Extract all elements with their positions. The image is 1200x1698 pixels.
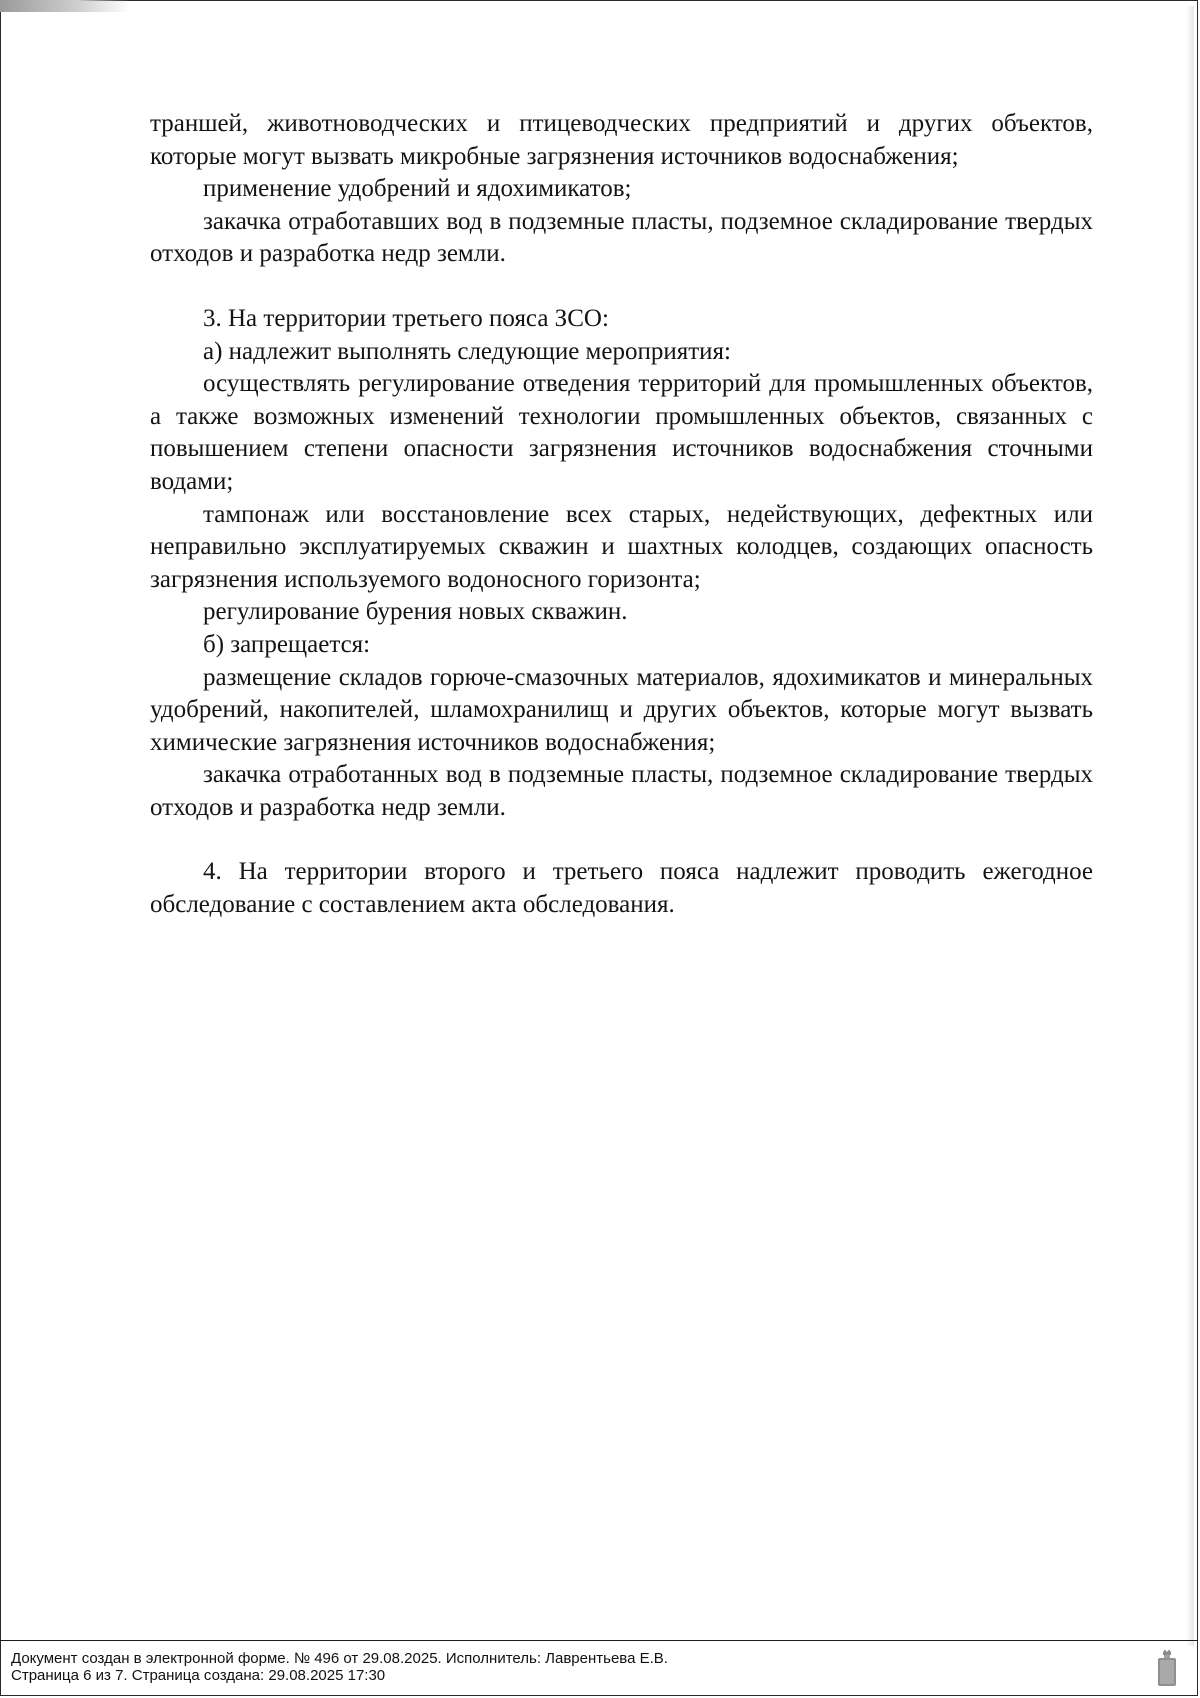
paragraph: размещение складов горюче-смазочных материалов, ядохимикатов и минеральных удобрений, накопителей, шламохранилищ и других объектов, которые могут вызвать химические загрязнения источников водоснабжения; bbox=[150, 663, 1093, 756]
paragraph: закачка отработанных вод в подземные пласты, подземное складирование твердых отходов и разработка недр земли. bbox=[150, 761, 1093, 821]
paragraph: траншей, животноводческих и птицеводческих предприятий и других объектов, которые могут вызвать микробные загрязнения источников водоснабжения; bbox=[150, 110, 1093, 170]
paragraph: осуществлять регулирование отведения территорий для промышленных объектов, а также возможных изменений технологии промышленных объектов, связанных с повышением степени опасности загрязнения источников водоснабжения сточными водами; bbox=[150, 370, 1093, 495]
footer-text bbox=[11, 1650, 668, 1684]
footer-line-page-info: Страница 6 из 7. Страница создана: 29.08.2025 17:30 bbox=[11, 1667, 386, 1684]
scan-edge bbox=[1186, 6, 1194, 1646]
document-footer bbox=[0, 1640, 1198, 1698]
paragraph: 3. На территории третьего пояса ЗСО: bbox=[203, 304, 609, 332]
paragraph: регулирование бурения новых скважин. bbox=[203, 598, 628, 626]
paragraph: закачка отработавших вод в подземные пласты, подземное складирование твердых отходов и разработка недр земли. bbox=[150, 207, 1093, 268]
footer-line-document-info: Документ создан в электронной форме. № 496 от 29.08.2025. Исполнитель: Лаврентьева Е.В. bbox=[11, 1650, 668, 1667]
document-body bbox=[150, 108, 1093, 922]
paragraph: 4. На территории второго и третьего пояса надлежит проводить ежегодное обследование с составлением акта обследования. bbox=[150, 858, 1093, 919]
paragraph: а) надлежит выполнять следующие мероприятия: bbox=[203, 337, 731, 365]
paragraph: применение удобрений и ядохимикатов; bbox=[203, 175, 632, 203]
scan-smudge bbox=[0, 0, 130, 12]
paragraph-gap bbox=[150, 271, 1093, 303]
emblem-icon bbox=[1156, 1649, 1178, 1687]
paragraph-gap bbox=[150, 824, 1093, 856]
paragraph: б) запрещается: bbox=[203, 630, 371, 658]
paragraph: тампонаж или восстановление всех старых, недействующих, дефектных или неправильно эксплуатируемых скважин и шахтных колодцев, создающих опасность загрязнения используемого водоносного горизонта; bbox=[150, 500, 1093, 593]
